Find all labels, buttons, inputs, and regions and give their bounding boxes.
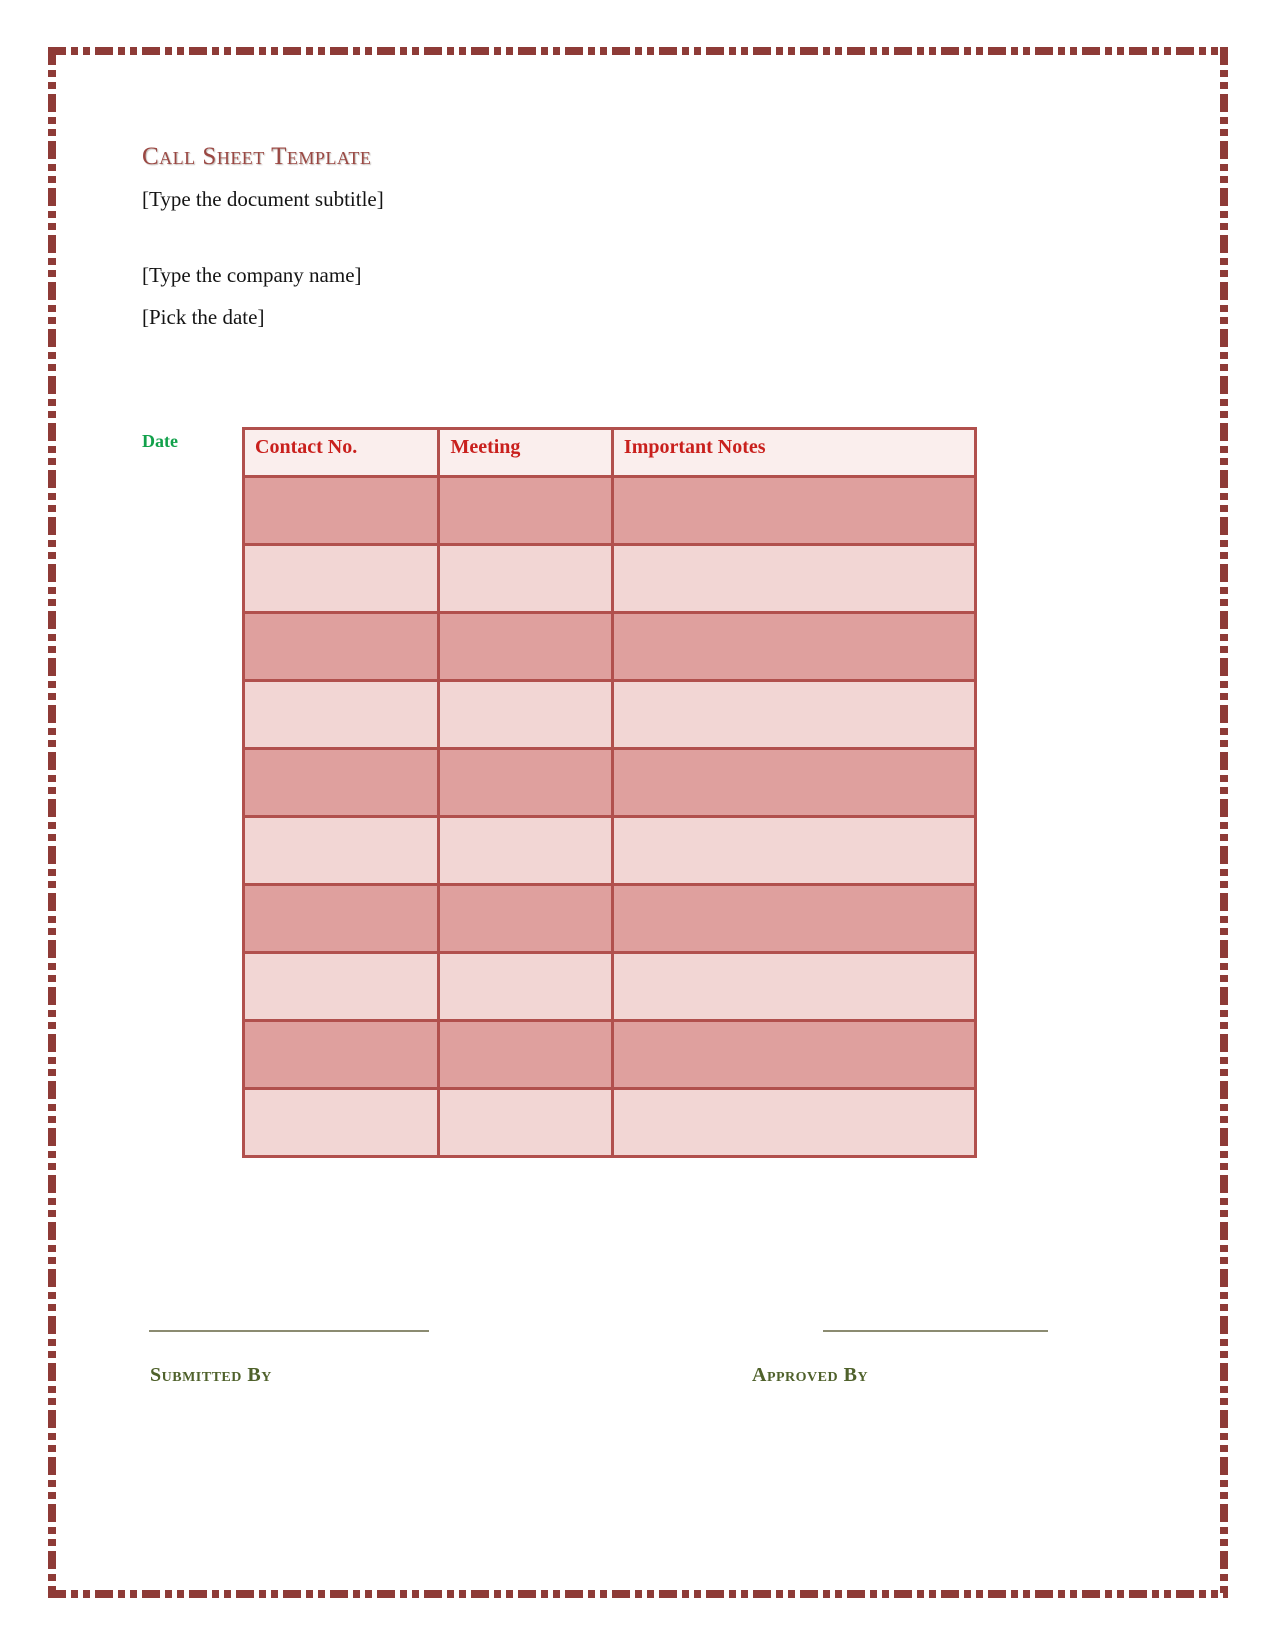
date-row-label: Date	[142, 431, 178, 451]
table-cell[interactable]	[612, 1089, 975, 1157]
table-cell[interactable]	[244, 613, 439, 681]
table-cell[interactable]	[439, 749, 612, 817]
table-cell[interactable]	[612, 477, 975, 545]
table-cell[interactable]	[439, 681, 612, 749]
page-border-bottom	[48, 1590, 1228, 1598]
table-cell[interactable]	[439, 545, 612, 613]
table-cell[interactable]	[244, 953, 439, 1021]
table-cell[interactable]	[612, 545, 975, 613]
table-cell[interactable]	[244, 545, 439, 613]
table-cell[interactable]	[439, 1021, 612, 1089]
call-sheet-table	[242, 427, 977, 1158]
table-cell[interactable]	[439, 953, 612, 1021]
table-row	[244, 1021, 976, 1089]
company-name-placeholder[interactable]: [Type the company name]	[142, 263, 362, 287]
page-border-left	[48, 47, 56, 1598]
table-cell[interactable]	[439, 613, 612, 681]
table-row	[244, 885, 976, 953]
table-cell[interactable]	[439, 817, 612, 885]
submitted-by-signature-line[interactable]	[149, 1330, 429, 1332]
table-cell[interactable]	[439, 1089, 612, 1157]
table-cell[interactable]	[612, 817, 975, 885]
column-header-meeting: Meeting	[439, 429, 612, 477]
table-cell[interactable]	[244, 749, 439, 817]
table-cell[interactable]	[612, 953, 975, 1021]
table-cell[interactable]	[244, 1089, 439, 1157]
date-placeholder[interactable]: [Pick the date]	[142, 305, 265, 329]
submitted-by-label: Submitted By	[150, 1364, 272, 1386]
table-cell[interactable]	[439, 885, 612, 953]
column-header-contact-no: Contact No.	[244, 429, 439, 477]
table-cell[interactable]	[612, 613, 975, 681]
table-row	[244, 1089, 976, 1157]
column-header-important-notes: Important Notes	[612, 429, 975, 477]
table-cell[interactable]	[612, 1021, 975, 1089]
table-cell[interactable]	[244, 817, 439, 885]
approved-by-signature-line[interactable]	[823, 1330, 1048, 1332]
table-row	[244, 681, 976, 749]
table-row	[244, 613, 976, 681]
subtitle-placeholder[interactable]: [Type the document subtitle]	[142, 187, 384, 211]
table-cell[interactable]	[244, 1021, 439, 1089]
table-cell[interactable]	[439, 477, 612, 545]
table-row	[244, 477, 976, 545]
table-row	[244, 545, 976, 613]
table-cell[interactable]	[244, 885, 439, 953]
table-cell[interactable]	[612, 749, 975, 817]
document-title: Call Sheet Template	[142, 143, 372, 170]
table-cell[interactable]	[244, 477, 439, 545]
table-cell[interactable]	[612, 885, 975, 953]
table-cell[interactable]	[612, 681, 975, 749]
table-row	[244, 749, 976, 817]
page-border-top	[48, 47, 1228, 55]
table-header-row	[244, 429, 976, 477]
table-cell[interactable]	[244, 681, 439, 749]
approved-by-label: Approved By	[752, 1364, 869, 1386]
table-row	[244, 953, 976, 1021]
page-border-right	[1220, 47, 1228, 1598]
table-row	[244, 817, 976, 885]
